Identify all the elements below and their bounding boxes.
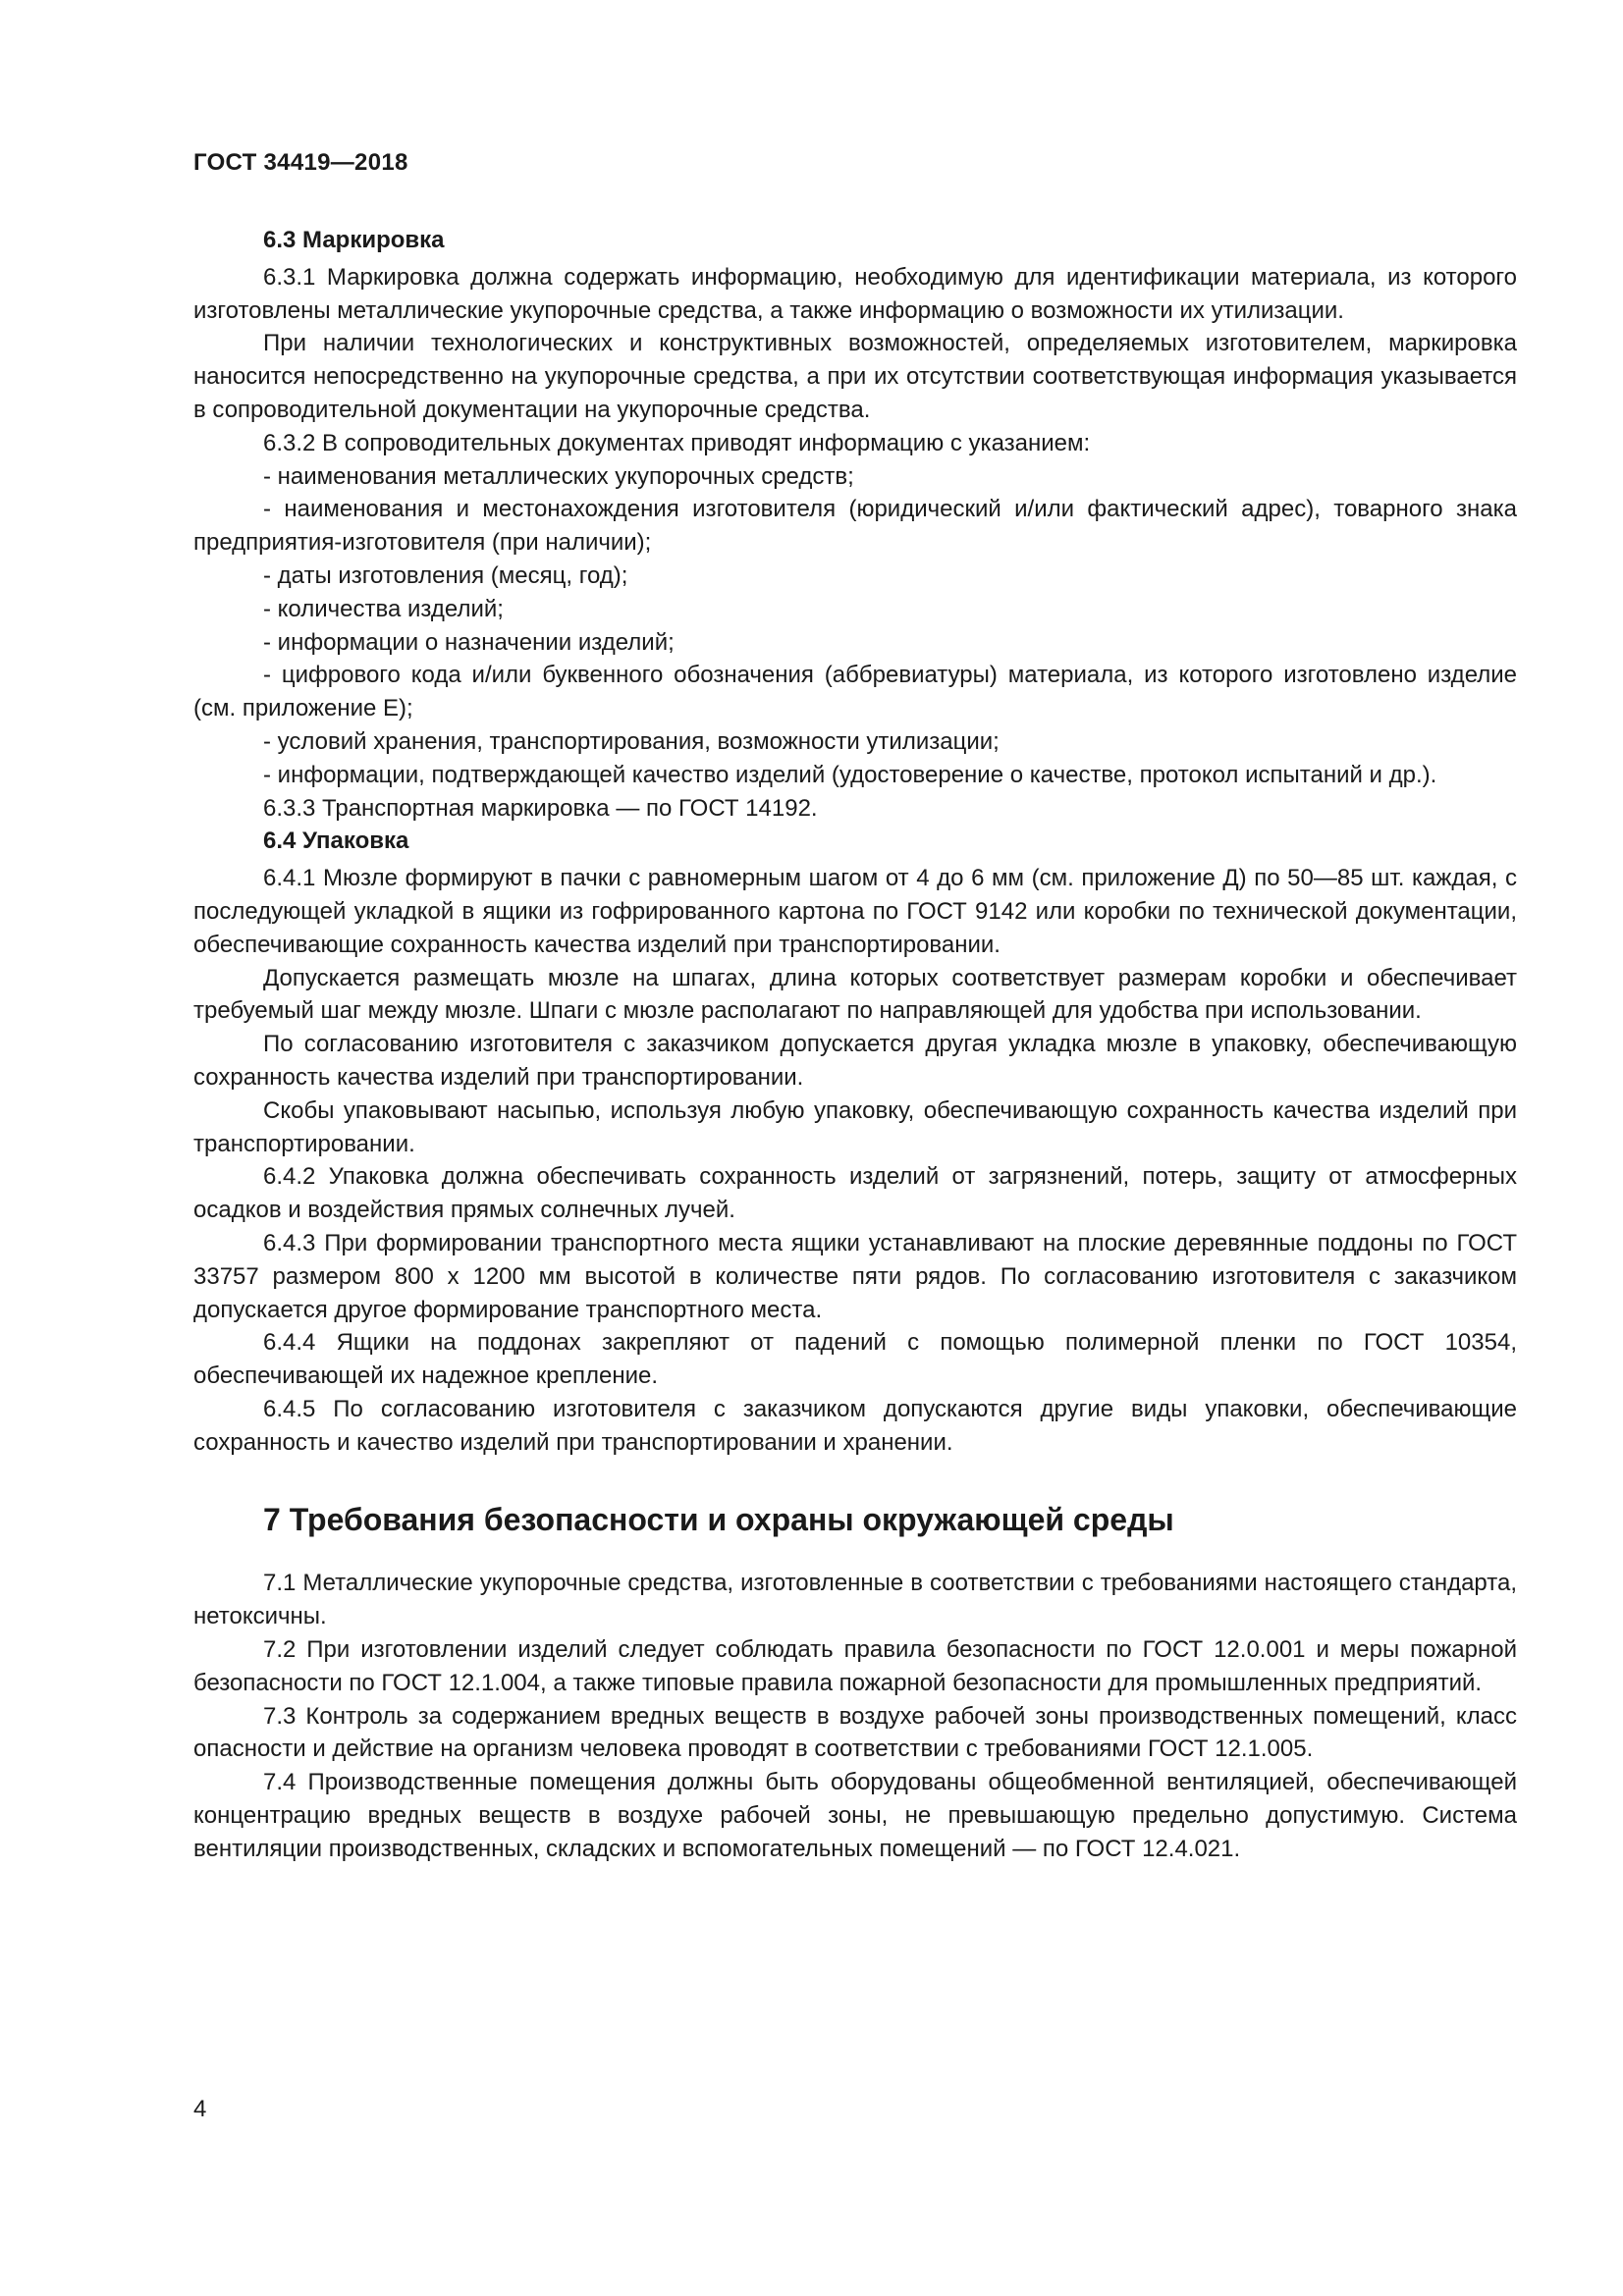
paragraph-6-4-1-b: Допускается размещать мюзле на шпагах, длина которых соответствует размерам коробки и обеспечивает требуемый шаг между мюзле. Шпаги с мюзле располагают по направляющей для удобства при использовании. [193, 964, 1517, 1025]
paragraph-7-1: 7.1 Металлические укупорочные средства, изготовленные в соответствии с требованиями настоящего стандарта, нетоксичны. [193, 1570, 1517, 1630]
list-item: - цифрового кода и/или буквенного обозначения (аббревиатуры) материала, из которого изготовлено изделие (см. приложение Е); [193, 662, 1517, 722]
paragraph-6-4-4: 6.4.4 Ящики на поддонах закрепляют от падений с помощью полимерной пленки по ГОСТ 10354, обеспечивающей их надежное крепление. [193, 1329, 1517, 1390]
paragraph-6-3-1: 6.3.1 Маркировка должна содержать информацию, необходимую для идентификации материала, из которого изготовлены металлические укупорочные средства, а также информацию о возможности их утилизации. [193, 263, 1517, 324]
paragraph-6-4-5: 6.4.5 По согласованию изготовителя с заказчиком допускаются другие виды упаковки, обеспечивающие сохранность и качество изделий при транспортировании и хранении. [193, 1395, 1517, 1456]
document-body [193, 224, 1517, 1866]
paragraph-6-4-1-d: Скобы упаковывают насыпью, используя любую упаковку, обеспечивающую сохранность качества изделий при транспортировании. [193, 1096, 1517, 1157]
paragraph-7-4: 7.4 Производственные помещения должны быть оборудованы общеобменной вентиляцией, обеспечивающей концентрацию вредных веществ в воздухе рабочей зоны, не превышающую предельно допустимую. Система вентиляции производственных, складских и вспомогательных помещений — по ГОСТ 12.4.021. [193, 1769, 1517, 1862]
list-item: - условий хранения, транспортирования, возможности утилизации; [263, 727, 1000, 755]
paragraph-6-4-2: 6.4.2 Упаковка должна обеспечивать сохранность изделий от загрязнений, потерь, защиту от атмосферных осадков и воздействия прямых солнечных лучей. [193, 1163, 1517, 1224]
standard-code: ГОСТ 34419—2018 [193, 149, 408, 176]
list-item: - информации о назначении изделий; [263, 628, 675, 656]
section-7-title: 7 Требования безопасности и охраны окружающей среды [263, 1502, 1174, 1538]
list-item: - количества изделий; [263, 595, 504, 622]
list-item: - даты изготовления (месяц, год); [263, 561, 628, 589]
paragraph-6-3-1-cont: При наличии технологических и конструктивных возможностей, определяемых изготовителем, маркировка наносится непосредственно на укупорочные средства, а при их отсутствии соответствующая информация указывается в сопроводительной документации на укупорочные средства. [193, 330, 1517, 423]
paragraph-7-2: 7.2 При изготовлении изделий следует соблюдать правила безопасности по ГОСТ 12.0.001 и меры пожарной безопасности по ГОСТ 12.1.004, а также типовые правила пожарной безопасности для промышленных предприятий. [193, 1636, 1517, 1696]
paragraph-6-3-3: 6.3.3 Транспортная маркировка — по ГОСТ 14192. [263, 794, 818, 822]
section-6-3-title: 6.3 Маркировка [263, 227, 445, 253]
paragraph-7-3: 7.3 Контроль за содержанием вредных веществ в воздухе рабочей зоны производственных помещений, класс опасности и действие на организм человека проводят в соответствии с требованиями ГОСТ 12.1.005. [193, 1702, 1517, 1763]
paragraph-6-4-3: 6.4.3 При формировании транспортного места ящики устанавливают на плоские деревянные поддоны по ГОСТ 33757 размером 800 x 1200 мм высотой в количестве пяти рядов. По согласованию изготовителя с заказчиком допускается другое формирование транспортного места. [193, 1229, 1517, 1323]
paragraph-6-4-1-c: По согласованию изготовителя с заказчиком допускается другая укладка мюзле в упаковку, обеспечивающую сохранность качества изделий при транспортировании. [193, 1031, 1517, 1091]
section-6-4-title: 6.4 Упаковка [263, 828, 409, 855]
list-item: - наименования металлических укупорочных средств; [263, 462, 854, 490]
page-number: 4 [193, 2096, 207, 2122]
paragraph-6-4-1: 6.4.1 Мюзле формируют в пачки с равномерным шагом от 4 до 6 мм (см. приложение Д) по 50—85 шт. каждая, с последующей укладкой в ящики из гофрированного картона по ГОСТ 9142 или коробки по технической документации, обеспечивающие сохранность качества изделий при транспортировании. [193, 865, 1517, 958]
list-item: - наименования и местонахождения изготовителя (юридический и/или фактический адрес), товарного знака предприятия-изготовителя (при наличии); [193, 496, 1517, 557]
paragraph-6-3-2: 6.3.2 В сопроводительных документах приводят информацию с указанием: [263, 429, 1091, 456]
list-item: - информации, подтверждающей качество изделий (удостоверение о качестве, протокол испытаний и др.). [263, 761, 1437, 788]
